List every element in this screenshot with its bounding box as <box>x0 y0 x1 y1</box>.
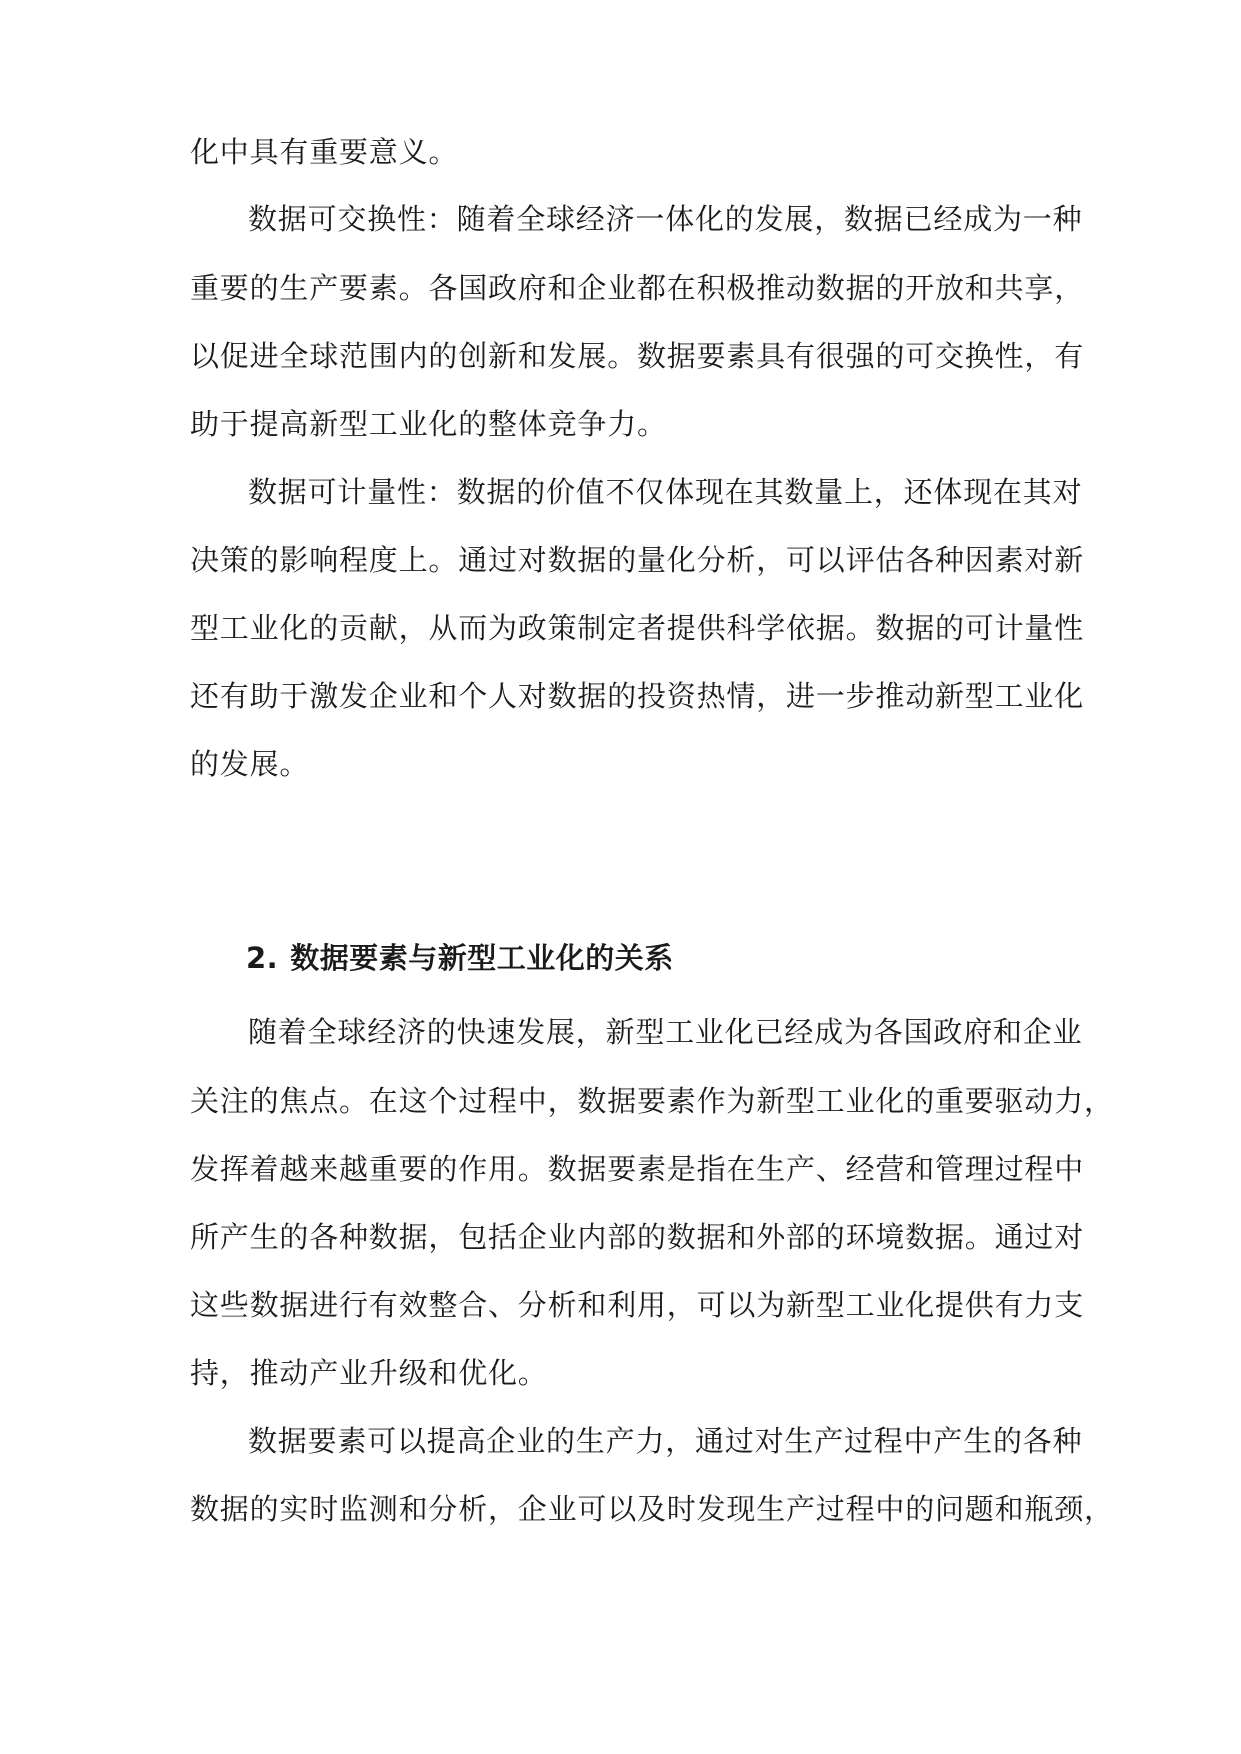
paragraph-line: 所产生的各种数据，包括企业内部的数据和外部的环境数据。通过对 <box>190 1220 1085 1254</box>
section-number: 2. <box>246 941 279 975</box>
paragraph-line: 助于提高新型工业化的整体竞争力。 <box>190 407 667 441</box>
paragraph-line: 以促进全球范围内的创新和发展。数据要素具有很强的可交换性，有 <box>190 339 1085 373</box>
section-heading <box>246 937 674 979</box>
paragraph-line: 数据要素可以提高企业的生产力，通过对生产过程中产生的各种 <box>248 1424 1083 1458</box>
paragraph-line: 数据可计量性：数据的价值不仅体现在其数量上，还体现在其对 <box>248 475 1083 509</box>
paragraph-line: 决策的影响程度上。通过对数据的量化分析，可以评估各种因素对新 <box>190 543 1085 577</box>
paragraph-line: 数据的实时监测和分析，企业可以及时发现生产过程中的问题和瓶颈， <box>190 1492 1114 1526</box>
paragraph-line: 重要的生产要素。各国政府和企业都在积极推动数据的开放和共享， <box>190 271 1085 305</box>
paragraph-line: 这些数据进行有效整合、分析和利用，可以为新型工业化提供有力支 <box>190 1288 1085 1322</box>
paragraph-line: 化中具有重要意义。 <box>190 135 459 169</box>
paragraph-line: 数据可交换性：随着全球经济一体化的发展，数据已经成为一种 <box>248 202 1083 236</box>
section-title: 数据要素与新型工业化的关系 <box>290 941 674 975</box>
paragraph-line: 还有助于激发企业和个人对数据的投资热情，进一步推动新型工业化 <box>190 679 1085 713</box>
paragraph-line: 持，推动产业升级和优化。 <box>190 1356 548 1390</box>
paragraph-line: 随着全球经济的快速发展，新型工业化已经成为各国政府和企业 <box>248 1015 1083 1049</box>
paragraph-line: 的发展。 <box>190 747 310 781</box>
paragraph-line: 发挥着越来越重要的作用。数据要素是指在生产、经营和管理过程中 <box>190 1152 1085 1186</box>
paragraph-line: 型工业化的贡献，从而为政策制定者提供科学依据。数据的可计量性 <box>190 611 1085 645</box>
paragraph-line: 关注的焦点。在这个过程中，数据要素作为新型工业化的重要驱动力， <box>190 1084 1114 1118</box>
